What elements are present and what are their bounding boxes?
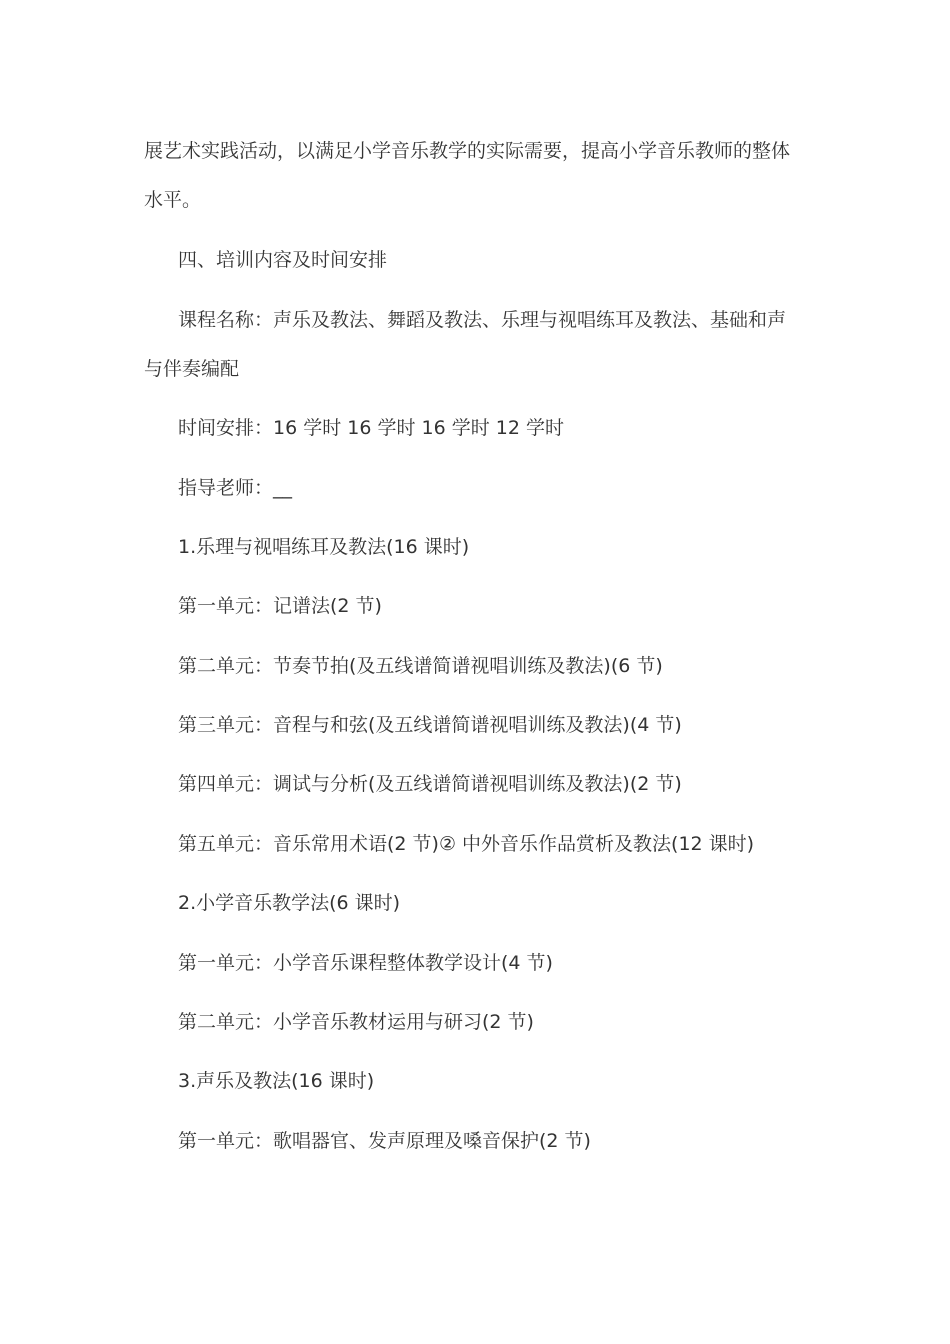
unit-line: 第四单元：调试与分析(及五线谱简谱视唱训练及教法)(2 节) — [178, 773, 682, 795]
unit-line: 第一单元：记谱法(2 节) — [178, 595, 382, 617]
course-heading-3: 3.声乐及教法(16 课时) — [178, 1070, 375, 1092]
unit-line: 第二单元：节奏节拍(及五线谱简谱视唱训练及教法)(6 节) — [178, 655, 663, 677]
paragraph-continuation-line-1: 展艺术实践活动，以满足小学音乐教学的实际需要，提高小学音乐教师的整体 — [144, 140, 791, 162]
instructor-line: 指导老师：__ — [178, 477, 293, 499]
course-heading-2: 2.小学音乐教学法(6 课时) — [178, 892, 401, 914]
course-heading-1: 1.乐理与视唱练耳及教法(16 课时) — [178, 536, 470, 558]
course-names-line-2: 与伴奏编配 — [144, 358, 240, 380]
unit-line: 第五单元：音乐常用术语(2 节)② 中外音乐作品赏析及教法(12 课时) — [178, 833, 755, 855]
section-heading: 四、培训内容及时间安排 — [178, 249, 388, 271]
course-names-line-1: 课程名称：声乐及教法、舞蹈及教法、乐理与视唱练耳及教法、基础和声 — [178, 309, 787, 331]
paragraph-continuation-line-2: 水平。 — [144, 189, 202, 211]
unit-line: 第三单元：音程与和弦(及五线谱简谱视唱训练及教法)(4 节) — [178, 714, 682, 736]
unit-line: 第一单元：小学音乐课程整体教学设计(4 节) — [178, 952, 553, 974]
unit-line: 第二单元：小学音乐教材运用与研习(2 节) — [178, 1011, 534, 1033]
schedule-line: 时间安排：16 学时 16 学时 16 学时 12 学时 — [178, 417, 564, 439]
unit-line: 第一单元：歌唱器官、发声原理及嗓音保护(2 节) — [178, 1130, 591, 1152]
